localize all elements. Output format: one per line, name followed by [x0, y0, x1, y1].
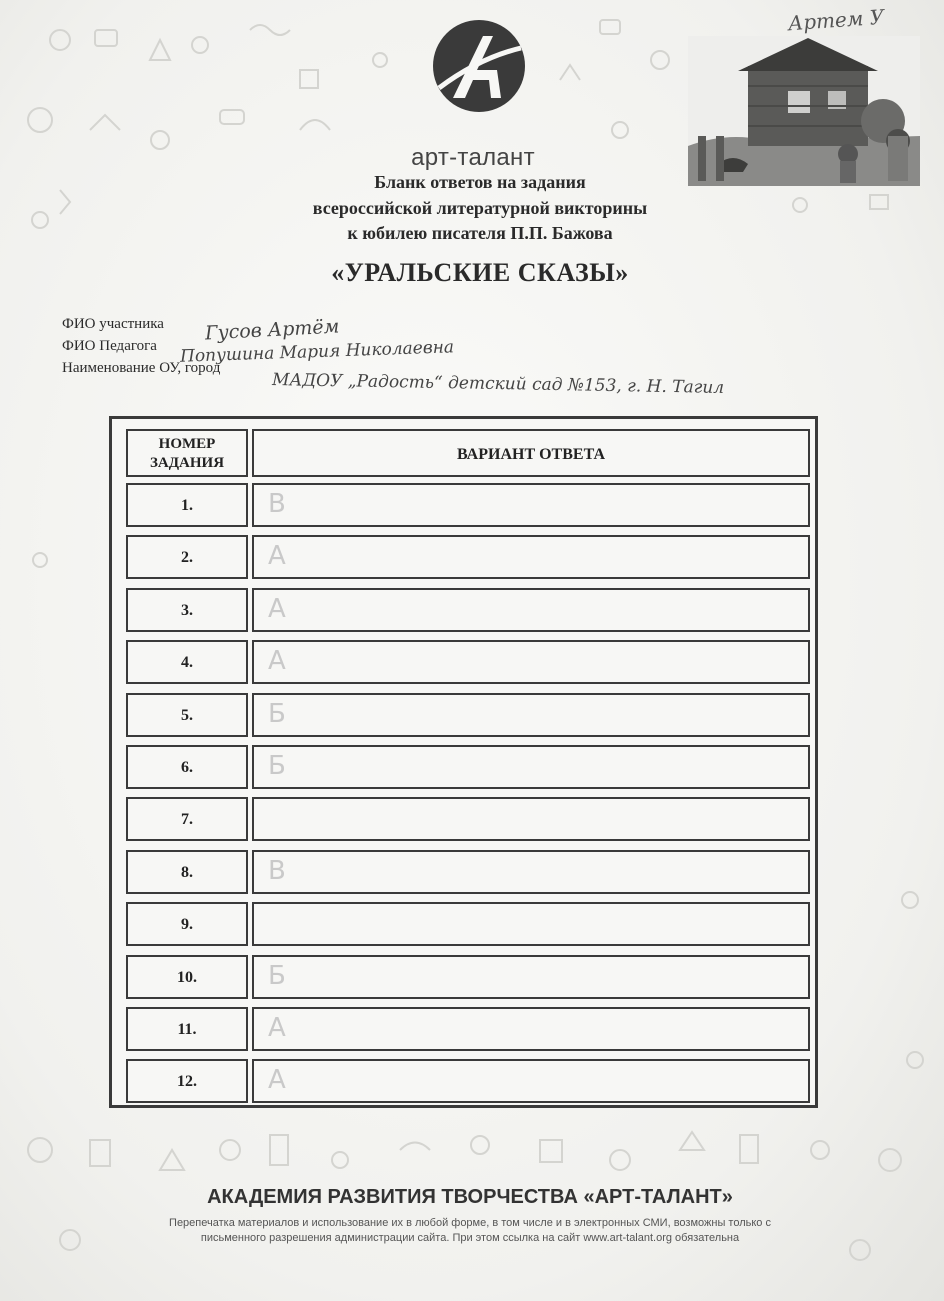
teacher-name-handwritten[interactable]: Попушина Мария Николаевна	[179, 337, 455, 367]
pencil-answer-mark: Б	[268, 698, 286, 729]
task-number-cell: 8.	[126, 850, 248, 894]
pencil-answer-mark: А	[268, 1013, 286, 1043]
pencil-answer-mark: А	[268, 1065, 286, 1096]
footer-note-line-1: Перепечатка материалов и использование их в любой форме, в том числе и в электронных СМИ, возможны только с	[169, 1217, 771, 1229]
footer-title: АКАДЕМИЯ РАЗВИТИЯ ТВОРЧЕСТВА «АРТ-ТАЛАНТ»	[207, 1186, 733, 1208]
teacher-label: ФИО Педагога	[62, 338, 157, 354]
participant-label: ФИО участника	[62, 316, 164, 332]
task-number-cell: 5.	[126, 693, 248, 737]
column-header-task-number-line1: НОМЕР	[158, 436, 216, 452]
brand-name: арт-талант	[411, 144, 535, 171]
quiz-title: «УРАЛЬСКИЕ СКАЗЫ»	[331, 258, 629, 287]
fairy-tale-hut-illustration	[688, 36, 920, 186]
form-title-line-3: к юбилею писателя П.П. Бажова	[347, 223, 613, 243]
task-number-cell: 4.	[126, 640, 248, 684]
task-number-cell: 10.	[126, 955, 248, 999]
answer-cell[interactable]	[252, 1059, 810, 1103]
footer-note-line-2: письменного разрешения администрации сайта. При этом ссылка на сайт www.art-talant.org обязательна	[200, 1232, 740, 1244]
answer-cell[interactable]	[252, 850, 810, 894]
pencil-answer-mark: А	[268, 541, 286, 572]
answer-cell[interactable]	[252, 640, 810, 684]
pencil-answer-mark: А	[268, 646, 286, 677]
pencil-answer-mark: Б	[268, 960, 286, 991]
school-label: Наименование ОУ, город	[62, 360, 221, 376]
participant-name-handwritten[interactable]: Гусов Артём	[204, 315, 340, 345]
answers-table	[109, 416, 818, 1108]
pencil-answer-mark: А	[268, 593, 286, 624]
answer-cell[interactable]	[252, 955, 810, 999]
answer-cell[interactable]	[252, 1007, 810, 1051]
form-title-line-2: всероссийской литературной викторины	[312, 198, 648, 218]
footer-copyright-note	[60, 1216, 880, 1246]
art-talant-logo-icon	[431, 18, 527, 114]
corner-handwritten-note: Артем У	[787, 4, 885, 36]
form-title-line-1: Бланк ответов на задания	[374, 172, 586, 192]
task-number-cell: 1.	[126, 483, 248, 527]
task-number-cell: 9.	[126, 902, 248, 946]
pencil-answer-mark: В	[268, 855, 286, 886]
column-header-answer: ВАРИАНТ ОТВЕТА	[252, 429, 810, 477]
task-number-cell: 3.	[126, 588, 248, 632]
answer-cell[interactable]	[252, 693, 810, 737]
answer-cell[interactable]	[252, 745, 810, 789]
answer-cell[interactable]	[252, 797, 810, 841]
answer-cell[interactable]	[252, 535, 810, 579]
pencil-answer-mark: Б	[268, 751, 286, 781]
task-number-cell: 6.	[126, 745, 248, 789]
column-header-task-number-line2: ЗАДАНИЯ	[149, 455, 225, 471]
pencil-answer-mark: В	[268, 489, 286, 519]
answer-cell[interactable]	[252, 588, 810, 632]
task-number-cell: 2.	[126, 535, 248, 579]
answer-cell[interactable]	[252, 902, 810, 946]
answer-cell[interactable]	[252, 483, 810, 527]
task-number-cell: 12.	[126, 1059, 248, 1103]
task-number-cell: 7.	[126, 797, 248, 841]
school-name-handwritten[interactable]: МАДОУ „Радость“ детский сад №153, г. Н. Тагил	[271, 370, 725, 398]
column-header-task-number	[126, 429, 248, 477]
task-number-cell: 11.	[126, 1007, 248, 1051]
